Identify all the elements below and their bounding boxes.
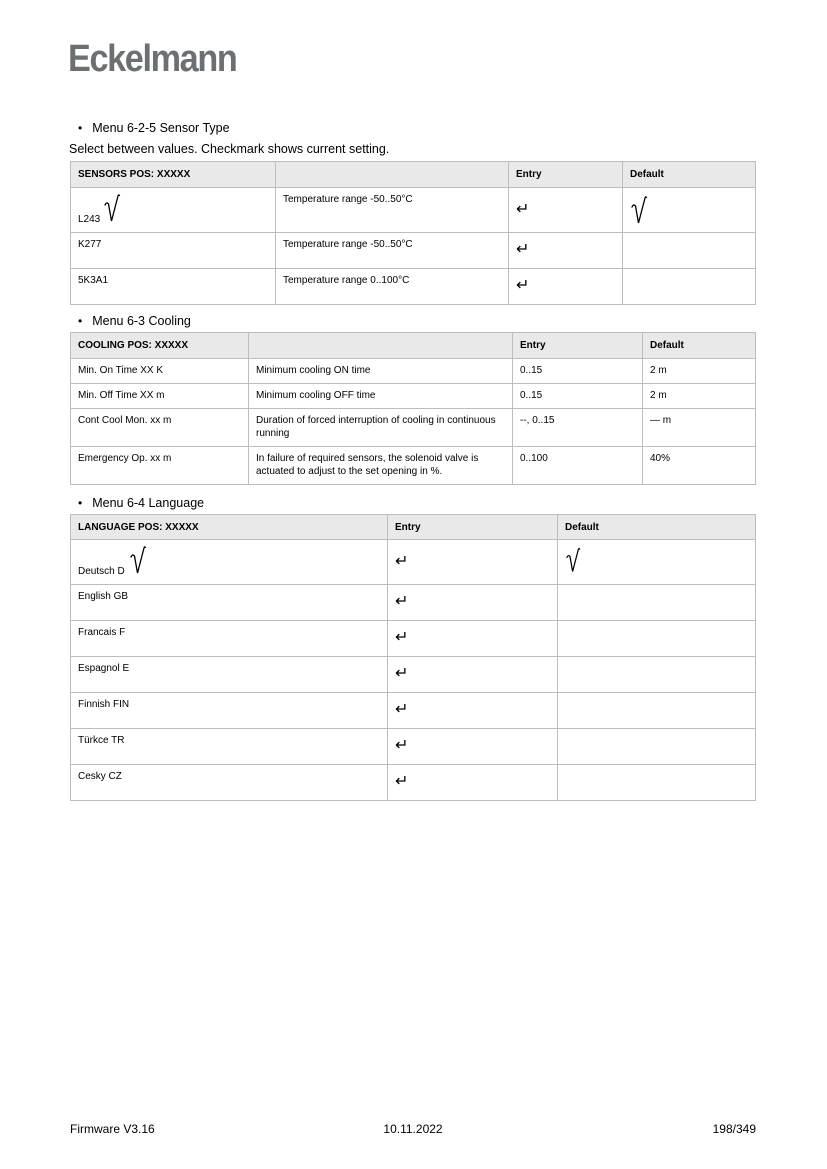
cell-default [558, 621, 756, 657]
footer-date: 10.11.2022 [383, 1122, 443, 1136]
column-header: SENSORS POS: XXXXX [71, 162, 276, 188]
checkmark-icon [630, 194, 649, 227]
language-table [70, 514, 756, 801]
cell-entry-symbol [388, 693, 558, 729]
enter-key-icon: ↵ [395, 552, 409, 570]
cell-default [558, 765, 756, 801]
cell-default [623, 233, 756, 269]
cell-param-name: Min. Off Time XX m [71, 384, 249, 409]
cell-sensor-desc: Temperature range 0..100°C [276, 269, 509, 305]
table-row [71, 384, 756, 409]
column-header [276, 162, 509, 188]
cell-sensor-desc: Temperature range -50..50°C [276, 188, 509, 233]
cooling-table [70, 332, 756, 485]
table-row [71, 693, 756, 729]
table-row [71, 621, 756, 657]
cell-sensor-name: K277 [71, 233, 276, 269]
sensors-table [70, 161, 756, 305]
column-header [249, 333, 513, 359]
heading-cooling [78, 314, 191, 328]
column-header: LANGUAGE POS: XXXXX [71, 515, 388, 540]
heading-label: Menu 6-3 Cooling [92, 314, 191, 328]
cell-param-name: Min. On Time XX K [71, 359, 249, 384]
table-header-row [71, 333, 756, 359]
cell-entry-symbol [388, 621, 558, 657]
page-footer [70, 1122, 756, 1136]
cell-default [623, 269, 756, 305]
table-row [71, 269, 756, 305]
checkmark-icon [129, 544, 148, 577]
intro-text: Select between values. Checkmark shows current setting. [69, 142, 390, 156]
enter-key-icon: ↵ [516, 277, 530, 294]
cell-language-name: Francais F [71, 621, 388, 657]
cell-language-name: Cesky CZ [71, 765, 388, 801]
table-header-row [71, 515, 756, 540]
cell-default: — m [643, 409, 756, 447]
column-header: Default [558, 515, 756, 540]
table-row [71, 359, 756, 384]
table-row [71, 657, 756, 693]
enter-key-icon: ↵ [395, 593, 409, 610]
enter-key-icon: ↵ [395, 701, 409, 718]
heading-sensor-type [78, 121, 230, 135]
column-header: Entry [509, 162, 623, 188]
cell-entry-symbol [388, 585, 558, 621]
enter-key-icon: ↵ [516, 200, 530, 218]
cell-language-name: Türkce TR [71, 729, 388, 765]
cell-entry: --, 0..15 [513, 409, 643, 447]
bullet-icon: • [78, 314, 83, 328]
eckelmann-logo: Eckelmann [68, 38, 237, 80]
cell-default [558, 540, 756, 585]
enter-key-icon: ↵ [395, 629, 409, 646]
checkmark-icon [565, 546, 582, 575]
cell-entry-symbol [509, 233, 623, 269]
cell-sensor-name [71, 188, 276, 233]
cell-entry-symbol [388, 765, 558, 801]
sensor-name-label: L243 [78, 214, 101, 225]
cell-entry-symbol [509, 269, 623, 305]
cell-default: 40% [643, 447, 756, 485]
cell-language-name: Espagnol E [71, 657, 388, 693]
footer-firmware-version: Firmware V3.16 [70, 1122, 155, 1136]
cell-entry: 0..100 [513, 447, 643, 485]
table-row [71, 188, 756, 233]
enter-key-icon: ↵ [395, 665, 409, 682]
table-row [71, 447, 756, 485]
enter-key-icon: ↵ [395, 773, 409, 790]
cell-default: 2 m [643, 384, 756, 409]
table-row [71, 765, 756, 801]
cell-param-desc: In failure of required sensors, the solenoid valve is actuated to adjust to the set opening in %. [249, 447, 513, 485]
heading-label: Menu 6-4 Language [92, 496, 205, 510]
cell-param-desc: Minimum cooling OFF time [249, 384, 513, 409]
cell-entry-symbol [388, 657, 558, 693]
cell-entry: 0..15 [513, 359, 643, 384]
cell-entry-symbol [509, 188, 623, 233]
column-header: Entry [513, 333, 643, 359]
bullet-icon: • [78, 496, 83, 510]
footer-page-number: 198/349 [712, 1122, 757, 1136]
enter-key-icon: ↵ [516, 241, 530, 258]
column-header: Default [643, 333, 756, 359]
table-row [71, 409, 756, 447]
heading-language [78, 496, 204, 510]
cell-sensor-desc: Temperature range -50..50°C [276, 233, 509, 269]
table-row [71, 540, 756, 585]
cell-param-desc: Duration of forced interruption of cooling in continuous running [249, 409, 513, 447]
cell-default [558, 729, 756, 765]
cell-entry: 0..15 [513, 384, 643, 409]
cell-entry-symbol [388, 540, 558, 585]
bullet-icon: • [78, 121, 83, 135]
heading-label: Menu 6-2-5 Sensor Type [92, 121, 230, 135]
cell-param-name: Cont Cool Mon. xx m [71, 409, 249, 447]
cell-param-name: Emergency Op. xx m [71, 447, 249, 485]
enter-key-icon: ↵ [395, 737, 409, 754]
cell-default [558, 657, 756, 693]
checkmark-icon [103, 192, 122, 225]
language-name-label: Deutsch D [78, 566, 125, 577]
column-header: Default [623, 162, 756, 188]
table-row [71, 585, 756, 621]
cell-language-name: Finnish FIN [71, 693, 388, 729]
table-row [71, 729, 756, 765]
table-header-row [71, 162, 756, 188]
column-header: COOLING POS: XXXXX [71, 333, 249, 359]
cell-default [623, 188, 756, 233]
cell-default [558, 693, 756, 729]
cell-param-desc: Minimum cooling ON time [249, 359, 513, 384]
cell-language-name: English GB [71, 585, 388, 621]
cell-entry-symbol [388, 729, 558, 765]
table-row [71, 233, 756, 269]
cell-language-name [71, 540, 388, 585]
column-header: Entry [388, 515, 558, 540]
cell-default [558, 585, 756, 621]
cell-sensor-name: 5K3A1 [71, 269, 276, 305]
cell-default: 2 m [643, 359, 756, 384]
